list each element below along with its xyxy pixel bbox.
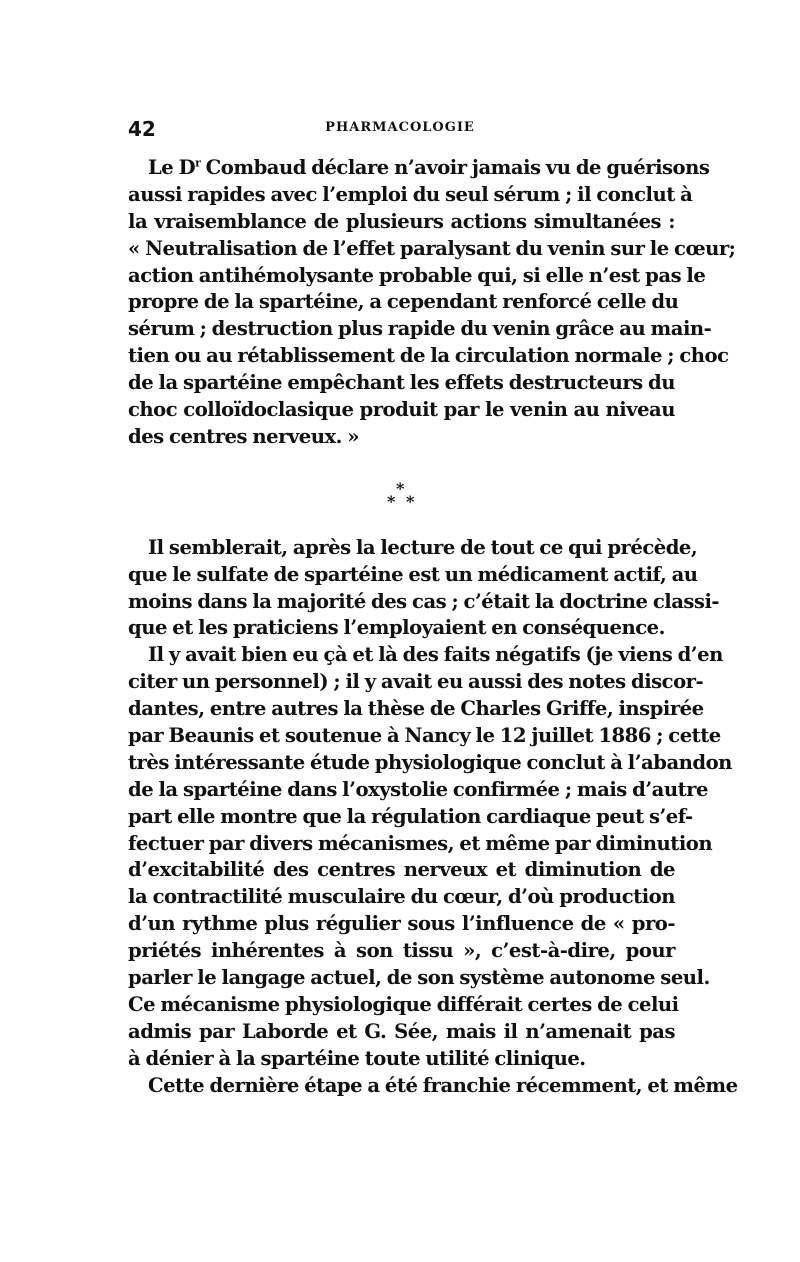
text-line: choc colloïdoclasique produit par le venin au niveau [128, 398, 675, 422]
superscript: r [195, 156, 201, 170]
page-number: 42 [128, 117, 156, 141]
paragraph-2 [128, 535, 720, 643]
text-line: moins dans la majorité des cas ; c’était la doctrine classi- [128, 589, 720, 613]
text-line: que le sulfate de spartéine est un médicament actif, au [128, 562, 698, 586]
text-line: Cette dernière étape a été franchie récemment, et même [148, 1073, 738, 1097]
paragraph-4 [128, 1073, 738, 1100]
asterism-star: * [406, 491, 414, 511]
text-line: Il y avait bien eu çà et là des faits négatifs (je viens d’en [148, 643, 723, 667]
text-line: aussi rapides avec l’emploi du seul sérum ; il conclut à [128, 182, 693, 206]
text-line: que et les praticiens l’employaient en conséquence. [128, 616, 665, 640]
text-line: sérum ; destruction plus rapide du venin grâce au main- [128, 317, 712, 341]
text-line: très intéressante étude physiologique conclut à l’abandon [128, 750, 732, 774]
asterism-star: * [396, 478, 404, 498]
paragraph-1 [128, 155, 736, 451]
text-line: Il semblerait, après la lecture de tout ce qui précède, [148, 535, 698, 559]
paragraph-3 [128, 642, 732, 1072]
asterism-star: * [387, 491, 395, 511]
text-line: des centres nerveux. » [128, 424, 360, 448]
text-line: Ce mécanisme physiologique différait certes de celui [128, 992, 679, 1016]
text-line: dantes, entre autres la thèse de Charles Griffe, inspirée [128, 697, 704, 721]
text-line: propre de la spartéine, a cependant renforcé celle du [128, 290, 679, 314]
text-line: action antihémolysante probable qui, si elle n’est pas le [128, 263, 706, 287]
page-header [120, 117, 680, 147]
text-line: citer un personnel) ; il y avait eu aussi des notes discor- [128, 670, 704, 694]
text-line: Le $D^r$ Combaud déclare n’avoir jamais vu de guérisons [148, 156, 710, 179]
text-line: de la spartéine empêchant les effets destructeurs du [128, 371, 675, 395]
text-line: part elle montre que la régulation cardiaque peut s’ef- [128, 804, 693, 828]
text-line: de la spartéine dans l’oxystolie confirmée ; mais d’autre [128, 777, 708, 801]
text-line: d’excitabilité des centres nerveux et diminution de [128, 858, 675, 882]
body-text [128, 155, 738, 1100]
text-line: fectuer par divers mécanismes, et même par diminution [128, 831, 713, 855]
text-line: parler le langage actuel, de son système autonome seul. [128, 966, 710, 990]
text-line: d’un rythme plus régulier sous l’influence de « pro- [128, 912, 675, 936]
text-line: « Neutralisation de l’effet paralysant du venin sur le cœur; [128, 236, 736, 260]
running-title: PHARMACOLOGIE [325, 120, 475, 135]
text-line: la contractilité musculaire du cœur, d’où production [128, 885, 675, 909]
section-separator [128, 451, 675, 535]
text-line: à dénier à la spartéine toute utilité clinique. [128, 1046, 586, 1070]
text-line: la vraisemblance de plusieurs actions simultanées : [128, 209, 675, 233]
text-line: admis par Laborde et G. Sée, mais il n’amenait pas [128, 1019, 675, 1043]
text-line: par Beaunis et soutenue à Nancy le 12 juillet 1886 ; cette [128, 724, 721, 748]
text-line: tien ou au rétablissement de la circulation normale ; choc [128, 344, 729, 368]
text-line: priétés inhérentes à son tissu », c’est-à-dire, pour [128, 939, 675, 963]
